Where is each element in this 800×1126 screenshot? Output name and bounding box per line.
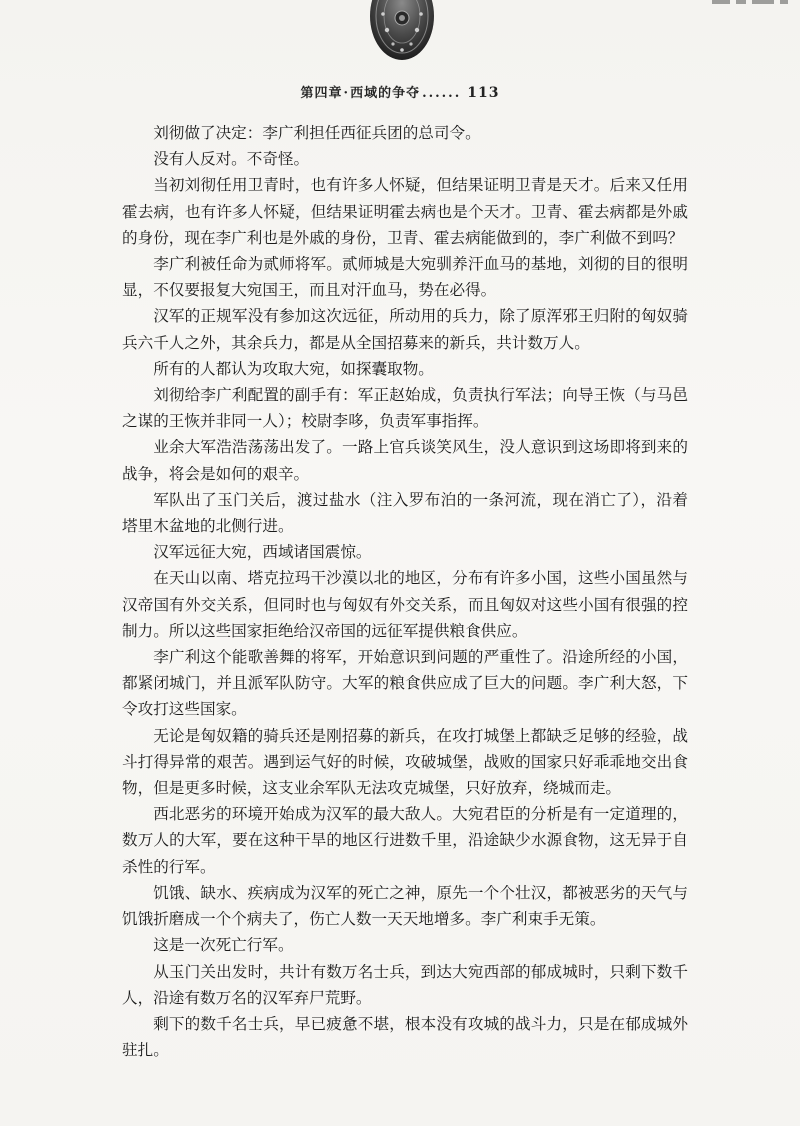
paragraph: 当初刘彻任用卫青时，也有许多人怀疑，但结果证明卫青是天才。后来又任用霍去病，也有许多人怀疑，但结果证明霍去病也是个天才。卫青、霍去病都是外戚的身份，现在李广利也是外戚的身份，卫青、霍去病能做到的，李广利做不到吗？ bbox=[122, 176, 688, 247]
chapter-separator: · bbox=[343, 86, 350, 101]
scan-edge-mark bbox=[698, 0, 788, 8]
paragraph: 刘彻做了决定：李广利担任西征兵团的总司令。 bbox=[153, 124, 481, 142]
body-text bbox=[122, 120, 688, 1063]
bronze-mirror-icon bbox=[369, 0, 435, 62]
paragraph: 军队出了玉门关后，渡过盐水（注入罗布泊的一条河流，现在消亡了），沿着塔里木盆地的北侧行进。 bbox=[122, 490, 688, 536]
section-title: 西域的争夺 bbox=[350, 86, 421, 101]
paragraph: 这是一次死亡行军。 bbox=[153, 936, 294, 955]
running-head bbox=[0, 82, 800, 101]
paragraph: 李广利这个能歌善舞的将军，开始意识到问题的严重性了。沿途所经的小国，都紧闭城门，并且派军队防守。大军的粮食供应成了巨大的问题。李广利大怒，下令攻打这些国家。 bbox=[122, 648, 688, 719]
paragraph: 无论是匈奴籍的骑兵还是刚招募的新兵，在攻打城堡上都缺乏足够的经验，战斗打得异常的艰苦。遇到运气好的时候，攻破城堡，战败的国家只好乖乖地交出食物，但是更多时候，这支业余军队无法攻克城堡，只好放弃，绕城而走。 bbox=[122, 726, 688, 798]
paragraph: 饥饿、缺水、疾病成为汉军的死亡之神，原先一个个壮汉，都被恶劣的天气与饥饿折磨成一个个病夫了，伤亡人数一天天地增多。李广利束手无策。 bbox=[122, 883, 688, 929]
page-number: 113 bbox=[467, 85, 500, 101]
paragraph: 西北恶劣的环境开始成为汉军的最大敌人。大宛君臣的分析是有一定道理的，数万人的大军，要在这种干旱的地区行进数千里，沿途缺少水源食物，这无异于自杀性的行军。 bbox=[122, 805, 688, 876]
paragraph: 剩下的数千名士兵，早已疲惫不堪，根本没有攻城的战斗力，只是在郁成城外驻扎。 bbox=[122, 1014, 688, 1060]
paragraph: 所有的人都认为攻取大宛，如探囊取物。 bbox=[153, 359, 434, 378]
chapter-label: 第四章 bbox=[300, 86, 343, 101]
paragraph: 在天山以南、塔克拉玛干沙漠以北的地区，分布有许多小国，这些小国虽然与汉帝国有外交关系，但同时也与匈奴有外交关系，而且匈奴对这些小国有很强的控制力。所以这些国家拒绝给汉帝国的远征军提供粮食供应。 bbox=[122, 569, 688, 640]
leader-dots: ...... bbox=[422, 86, 462, 101]
paragraph: 没有人反对。不奇怪。 bbox=[153, 150, 310, 169]
paragraph: 从玉门关出发时，共计有数万名士兵，到达大宛西部的郁成城时，只剩下数千人，沿途有数万名的汉军弃尸荒野。 bbox=[122, 962, 688, 1007]
paragraph: 刘彻给李广利配置的副手有：军正赵始成，负责执行军法；向导王恢（与马邑之谋的王恢并非同一人）；校尉李哆，负责军事指挥。 bbox=[122, 386, 688, 431]
paragraph: 汉军的正规军没有参加这次远征，所动用的兵力，除了原浑邪王归附的匈奴骑兵六千人之外，其余兵力，都是从全国招募来的新兵，共计数万人。 bbox=[122, 307, 688, 352]
paragraph: 汉军远征大宛，西域诸国震惊。 bbox=[153, 543, 372, 562]
paragraph: 业余大军浩浩荡荡出发了。一路上官兵谈笑风生，没人意识到这场即将到来的战争，将会是如何的艰辛。 bbox=[122, 438, 688, 483]
paragraph: 李广利被任命为贰师将军。贰师城是大宛驯养汗血马的基地，刘彻的目的很明显，不仅要报复大宛国王，而且对汗血马，势在必得。 bbox=[122, 255, 688, 300]
